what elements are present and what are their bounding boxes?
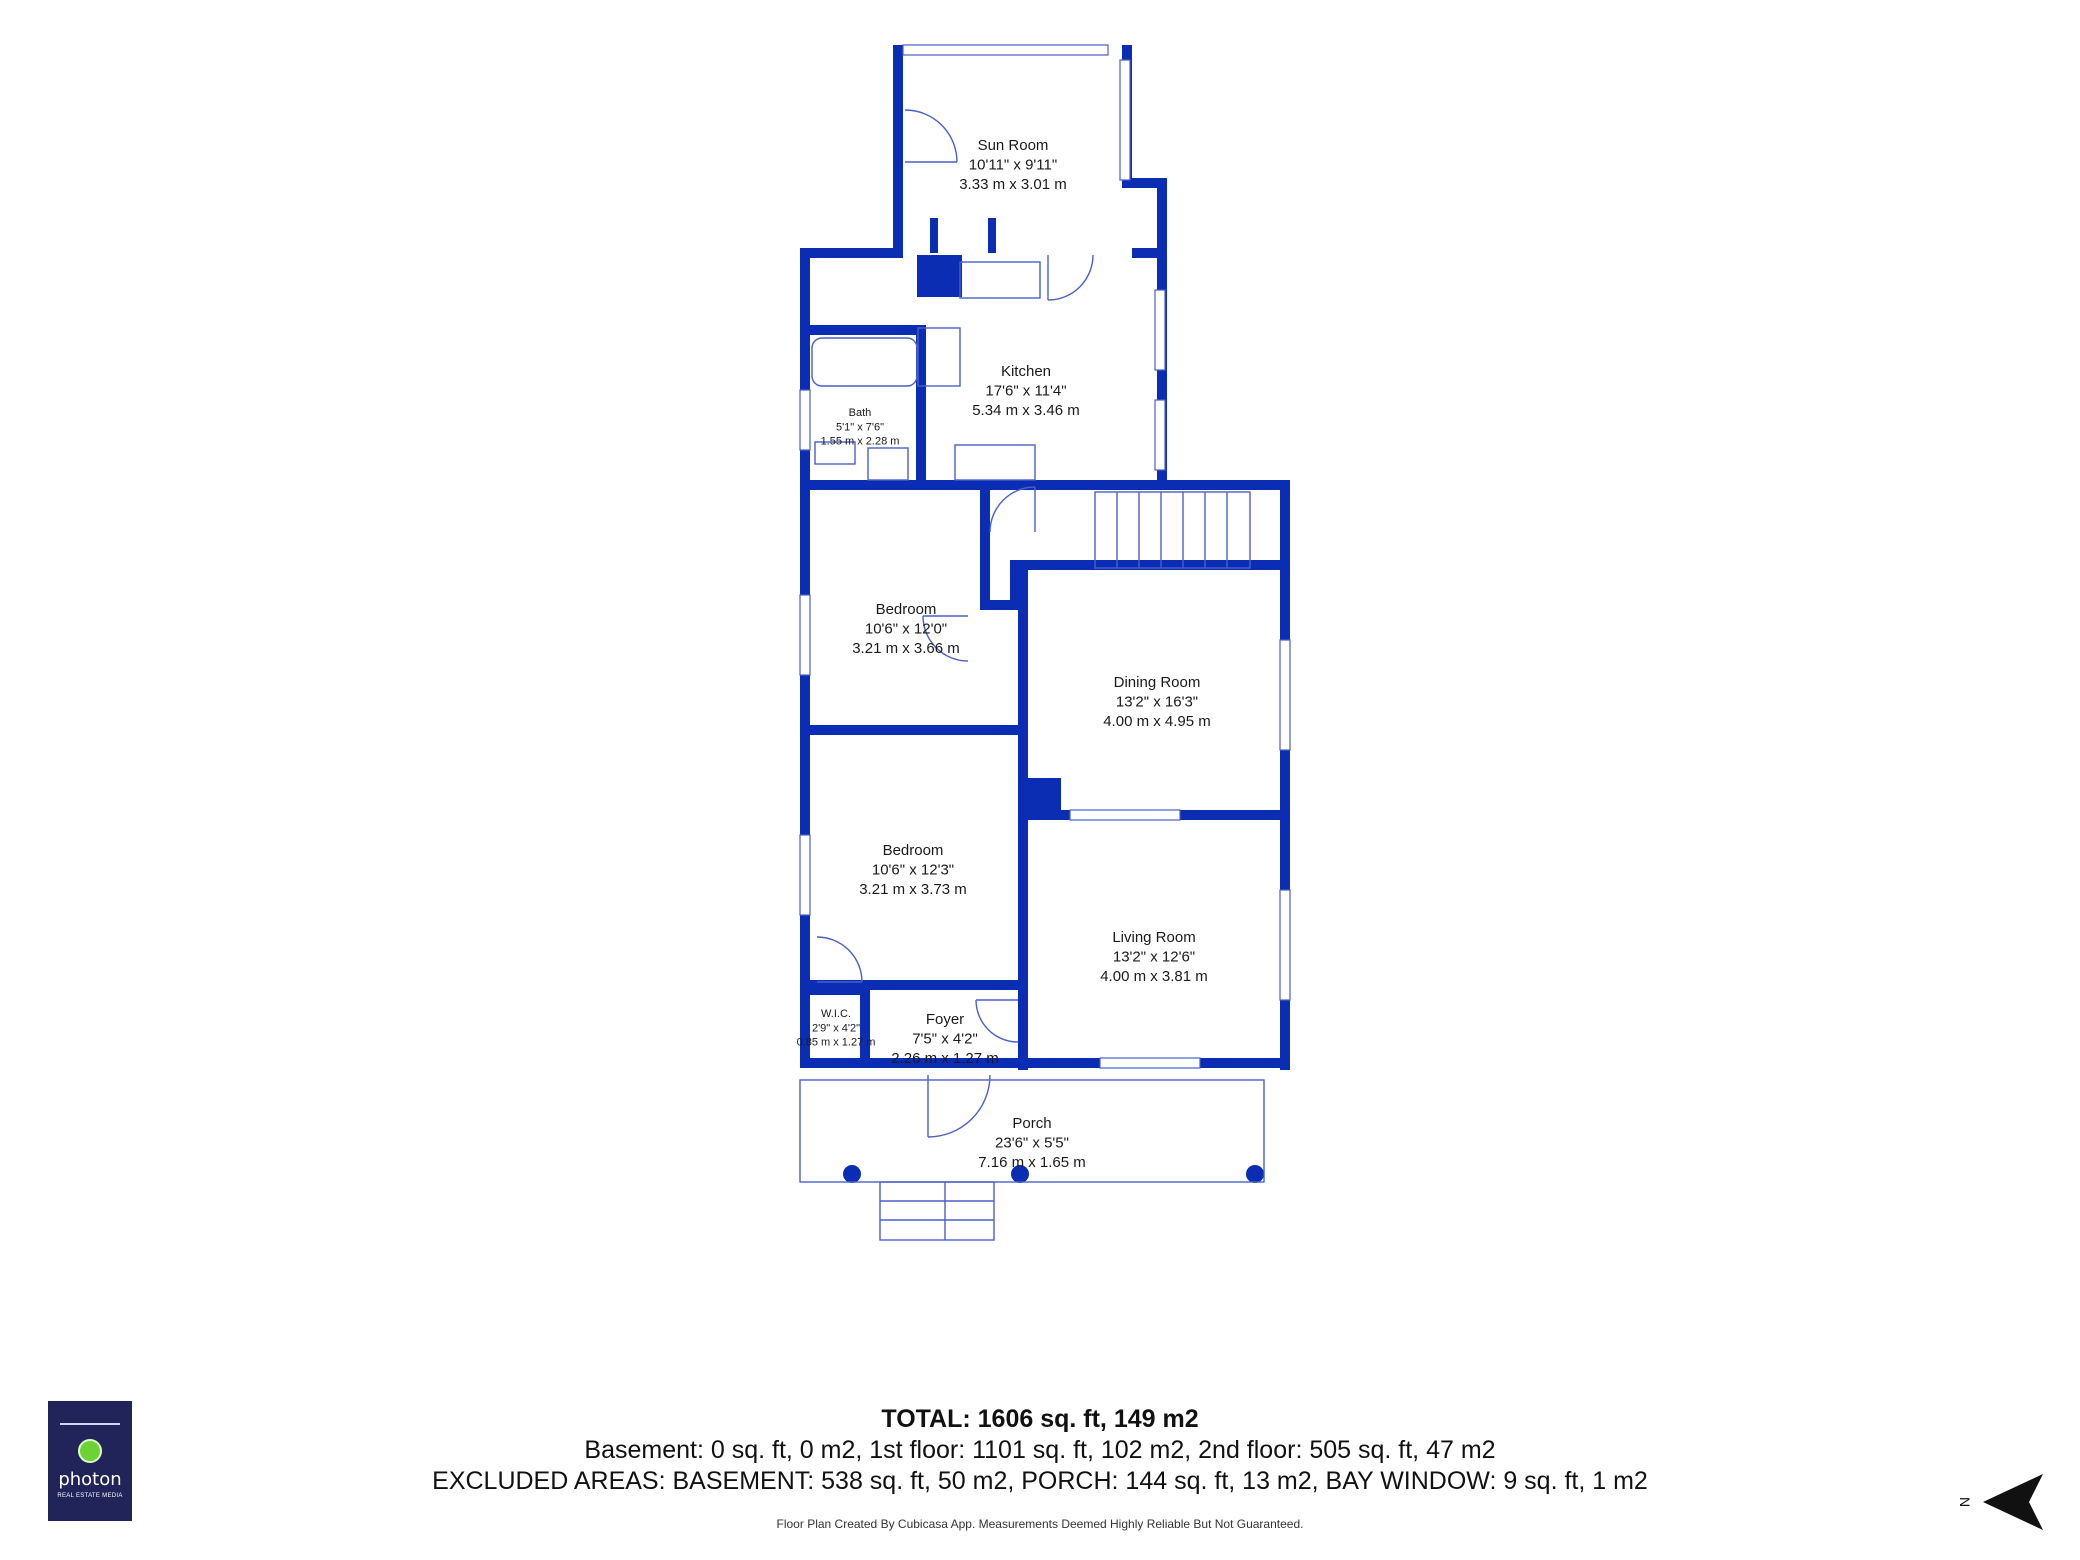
dining-room-imperial: 13'2" x 16'3" (1115, 693, 1199, 711)
door (976, 1000, 1018, 1042)
foyer-name: Foyer (925, 1011, 965, 1028)
wall (810, 725, 1020, 735)
wall (988, 218, 996, 253)
compass-label: N (1957, 1496, 1973, 1508)
door (905, 110, 957, 162)
living-room-metric: 4.00 m x 3.81 m (1100, 968, 1208, 985)
sun-room-imperial: 10'11" x 9'11" (968, 156, 1058, 174)
door-swing (817, 937, 862, 982)
window (1070, 810, 1180, 820)
door (928, 1075, 990, 1137)
disclaimer: Floor Plan Created By Cubicasa App. Measurements Deemed Highly Reliable But Not Guaranteed. (776, 1517, 1304, 1531)
excluded-areas: EXCLUDED AREAS: BASEMENT: 538 sq. ft, 50 m2, PORCH: 144 sq. ft, 13 m2, BAY WINDOW: 9 sq. ft, 1 m2 (432, 1467, 1648, 1495)
dining-room-name: Dining Room (1113, 674, 1201, 691)
bedroom-2-metric: 3.21 m x 3.73 m (859, 881, 967, 898)
porch-metric: 7.16 m x 1.65 m (978, 1154, 1086, 1171)
north-arrow-icon (1955, 1472, 2045, 1532)
bedroom-1-imperial: 10'6" x 12'0" (864, 620, 948, 638)
door-swing (905, 110, 957, 162)
wic-name: W.I.C. (821, 1008, 851, 1020)
wic-metric: 0.85 m x 1.27 m (796, 1036, 876, 1049)
wall (805, 985, 860, 995)
door (817, 937, 862, 982)
wall (930, 218, 938, 253)
wall (980, 480, 990, 610)
walls (800, 45, 1290, 1183)
door-swing (976, 1000, 1018, 1042)
wic-imperial: 2'9" x 4'2" (811, 1022, 861, 1035)
window (1120, 60, 1130, 180)
floor-areas: Basement: 0 sq. ft, 0 m2, 1st floor: 1101 sq. ft, 102 m2, 2nd floor: 505 sq. ft, 47 m2 (584, 1436, 1496, 1464)
window (1155, 400, 1165, 470)
window (1280, 890, 1290, 1000)
foyer-imperial: 7'5" x 4'2" (912, 1030, 978, 1048)
kitchen-imperial: 17'6" x 11'4" (985, 382, 1067, 400)
wall (917, 255, 962, 297)
room-labels (797, 137, 1211, 1171)
window (1155, 290, 1165, 370)
wall (1019, 778, 1061, 818)
aperture-icon (78, 1439, 102, 1463)
bathtub (812, 338, 917, 386)
door-swing (1048, 255, 1093, 300)
window (800, 390, 810, 450)
living-room-imperial: 13'2" x 12'6" (1112, 948, 1196, 966)
bedroom-2-name: Bedroom (882, 842, 944, 859)
logo-name: photon (58, 1469, 122, 1490)
living-room-name: Living Room (1112, 929, 1196, 946)
bedroom-2-imperial: 10'6" x 12'3" (871, 861, 955, 879)
window (1280, 640, 1290, 750)
roof-icon (60, 1423, 120, 1425)
sink (868, 448, 908, 480)
sun-room-metric: 3.33 m x 3.01 m (959, 176, 1067, 193)
window (800, 835, 810, 915)
window (1100, 1058, 1200, 1068)
wall (800, 480, 990, 490)
logo-tagline: REAL ESTATE MEDIA (57, 1493, 123, 1499)
wall (980, 480, 1290, 490)
porch-name: Porch (1012, 1115, 1052, 1132)
dining-room-metric: 4.00 m x 4.95 m (1103, 713, 1211, 730)
bath-name: Bath (848, 407, 872, 419)
door-swing (928, 1075, 990, 1137)
photon-logo (48, 1401, 132, 1521)
counter (955, 445, 1035, 480)
wall (800, 248, 903, 258)
wall (810, 325, 926, 335)
door (1048, 255, 1093, 300)
porch-post (1246, 1165, 1264, 1183)
total-area: TOTAL: 1606 sq. ft, 149 m2 (881, 1405, 1199, 1433)
bedroom-1-metric: 3.21 m x 3.66 m (852, 640, 960, 657)
wall (800, 1058, 1290, 1068)
bedroom-1-name: Bedroom (875, 601, 937, 618)
wall (893, 45, 903, 250)
window (800, 595, 810, 675)
kitchen-metric: 5.34 m x 3.46 m (972, 402, 1080, 419)
counter (960, 262, 1040, 298)
wall (1132, 248, 1167, 258)
window (903, 45, 1108, 55)
porch-imperial: 23'6" x 5'5" (995, 1134, 1069, 1152)
bath-metric: 1.55 m x 2.28 m (820, 435, 900, 448)
bath-imperial: 5'1" x 7'6" (835, 421, 885, 434)
porch-steps (880, 1182, 994, 1240)
door (990, 487, 1035, 532)
door-swing (990, 487, 1035, 532)
foyer-metric: 2.26 m x 1.27 m (891, 1050, 999, 1067)
porch-post (843, 1165, 861, 1183)
kitchen-name: Kitchen (1000, 363, 1052, 380)
sun-room-name: Sun Room (977, 137, 1049, 154)
